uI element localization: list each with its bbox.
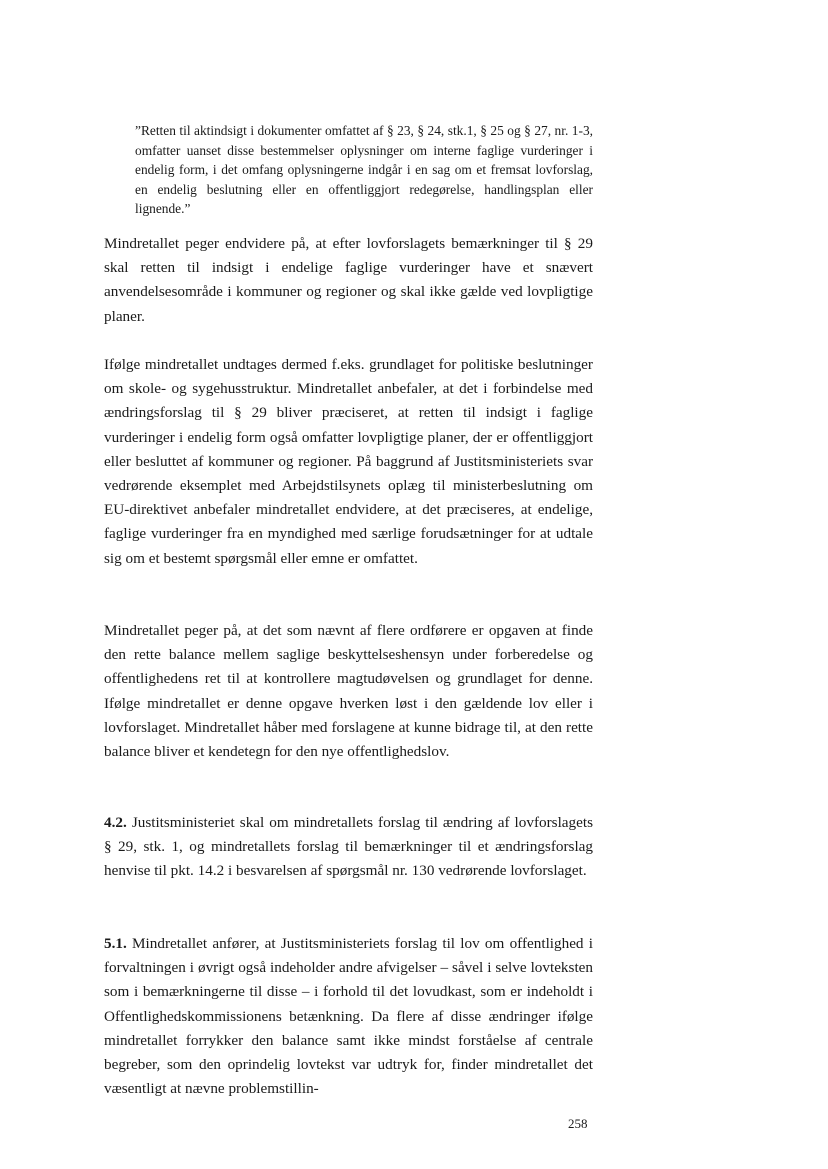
paragraph-2 xyxy=(104,353,593,571)
paragraph-text: Mindretallet peger endvidere på, at efter lovforslagets bemærkninger til § 29 skal retten til indsigt i endelige faglige vurderinger have et snævert anvendelsesområde i kommuner og regioner og skal ikke gælde ved lovpligtige planer. xyxy=(104,235,593,325)
section-number: 5.1. xyxy=(104,935,127,952)
paragraph-5-1 xyxy=(104,932,593,1101)
section-number: 4.2. xyxy=(104,814,127,831)
paragraph-text: Justitsministeriet skal om mindretallets forslag til ændring af lovforslagets § 29, stk. 1, og mindretallets forslag til bemærkninger til et ændringsforslag henvise til pkt. 14.2 i besvarelsen af spørgsmål nr. 130 vedrørende lovforslaget. xyxy=(104,814,593,880)
paragraph-text: Ifølge mindretallet undtages dermed f.eks. grundlaget for politiske beslutninger om skole- og sygehusstruktur. Mindretallet anbefaler, at det i forbindelse med ændringsforslag til § 29 bliver præciseret, at retten til indsigt i faglige vurderinger i endelig form også omfatter lovpligtige planer, der er offentliggjort eller besluttet af kommuner og regioner. På baggrund af Justitsministeriets svar vedrørende eksemplet med Arbejdstilsynets oplæg til ministerbeslutning om EU-direktivet anbefaler mindretallet endvidere, at det præciseres, at endelige, faglige vurderinger fra en myndighed med særlige forudsætninger for at udtale sig om et bestemt spørgsmål eller emne er omfattet. xyxy=(104,356,593,567)
paragraph-1 xyxy=(104,232,593,329)
paragraph-4-2 xyxy=(104,811,593,884)
paragraph-text: Mindretallet anfører, at Justitsministeriets forslag til lov om offentlighed i forvaltningen i øvrigt også indeholder andre afvigelser – såvel i selve lovteksten som i bemærkningerne til disse – i forhold til det lovudkast, som er indeholdt i Offentlighedskommissionens betænkning. Da flere af disse ændringer ifølge mindretallet forrykker den balance samt ikke mindst forståelse af centrale begreber, som den oprindelig lovtekst var udtryk for, finder mindretallet det væsentligt at nævne problemstillin- xyxy=(104,935,593,1098)
paragraph-text: Mindretallet peger på, at det som nævnt af flere ordførere er opgaven at finde den rette balance mellem saglige beskyttelseshensyn under forberedelse og offentlighedens ret til at kontrollere magtudøvelsen og grundlaget for denne. Ifølge mindretallet er denne opgave hverken løst i den gældende lov eller i lovforslaget. Mindretallet håber med forslagene at kunne bidrage til, at den rette balance bliver et kendetegn for den nye offentlighedslov. xyxy=(104,622,593,761)
page-number: 258 xyxy=(568,1116,588,1131)
paragraph-3 xyxy=(104,619,593,764)
block-quote: ”Retten til aktindsigt i dokumenter omfattet af § 23, § 24, stk.1, § 25 og § 27, nr. 1-3, omfatter uanset disse bestemmelser oplysninger om interne faglige vurderinger i endelig form, i det omfang oplysningerne indgår i en sag om et fremsat lovforslag, en endelig beslutning eller en offentliggjort redegørelse, handlingsplan eller lignende.” xyxy=(135,123,593,217)
